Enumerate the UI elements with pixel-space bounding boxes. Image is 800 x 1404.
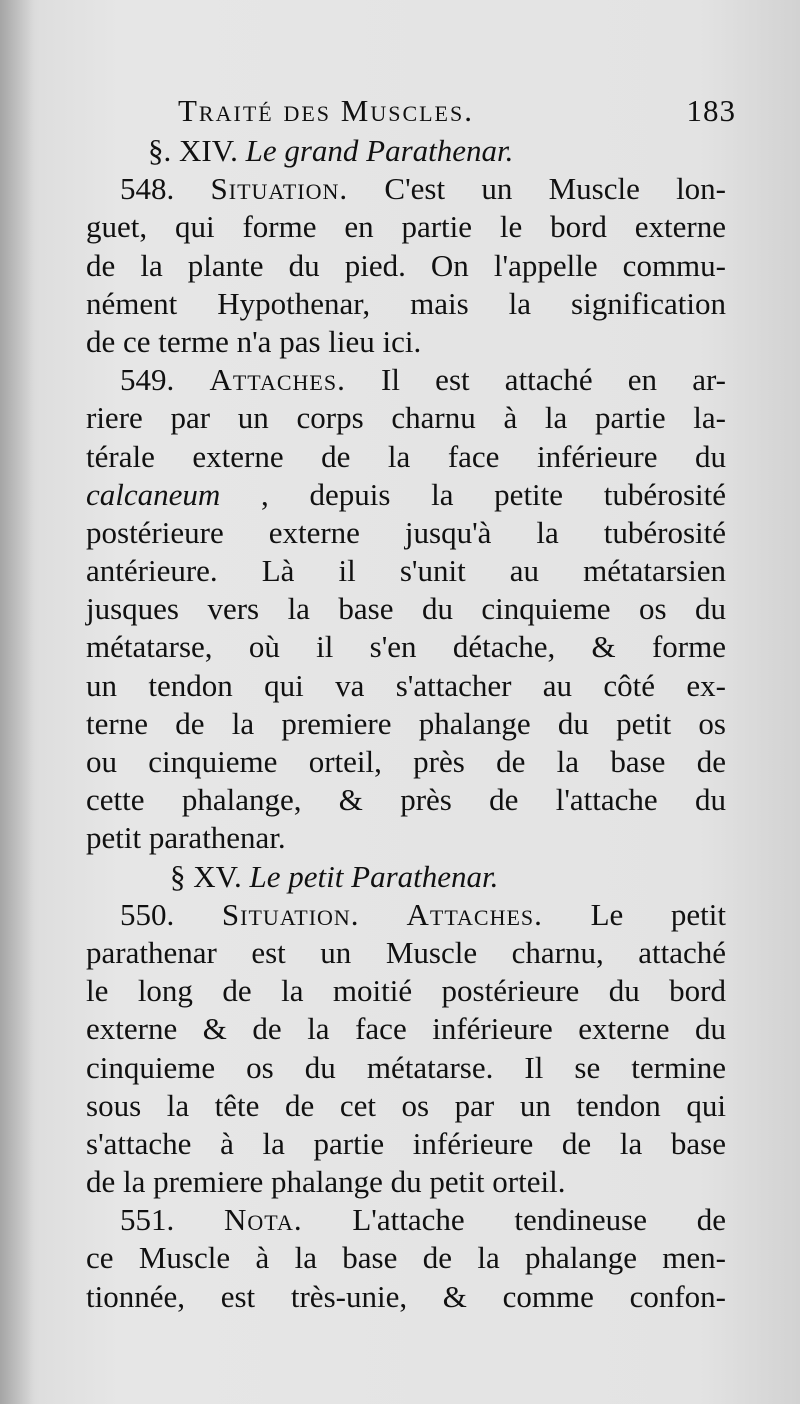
paragraph-549-line-1 (86, 361, 726, 399)
paragraph-549-line: jusques vers la base du cinquieme os du (86, 591, 726, 627)
paragraph-number: 548. (120, 171, 175, 207)
section-heading-xiv (86, 132, 726, 170)
section-heading-xv (86, 858, 726, 896)
paragraph-label: Situation. (210, 171, 349, 207)
paragraph-number: 551. (120, 1202, 175, 1238)
paragraph-label: Attaches. (209, 362, 346, 398)
paragraph-549-line: métatarse, où il s'en détache, & forme (86, 629, 726, 665)
page-number: 183 (686, 93, 736, 128)
paragraph-549-line: petit parathenar. (86, 820, 286, 856)
line-text: Il est attaché en ar- (381, 362, 727, 398)
latin-term: calcaneum (86, 476, 221, 512)
paragraph-549-line: cette phalange, & près de l'attache du (86, 782, 726, 818)
paragraph-549-line: postérieure externe jusqu'à la tubérosité (86, 514, 726, 550)
paragraph-550-line: sous la tête de cet os par un tendon qui (86, 1087, 726, 1123)
page-text (86, 92, 736, 1316)
paragraph-550-line-1 (86, 896, 726, 934)
paragraph-number: 550. (120, 896, 175, 932)
line-text: L'attache tendineuse de (352, 1202, 727, 1238)
paragraph-551-line: ce Muscle à la base de la phalange men- (86, 1240, 726, 1276)
section-title: Le petit Parathenar. (249, 858, 499, 894)
paragraph-550-line: le long de la moitié postérieure du bord (86, 973, 726, 1009)
line-text: Le petit (590, 896, 727, 932)
paragraph-label: Situation. Attaches. (221, 896, 543, 932)
paragraph-550-line: de la premiere phalange du petit orteil. (86, 1164, 566, 1200)
section-title: Le grand Parathenar. (245, 133, 514, 168)
paragraph-551-line: tionnée, est très-unie, & comme confon- (86, 1278, 726, 1314)
running-head (178, 92, 736, 132)
paragraph-550-line: parathenar est un Muscle charnu, attaché (86, 934, 726, 970)
paragraph-number: 549. (120, 362, 175, 398)
paragraph-551-line-1 (86, 1201, 726, 1239)
paragraph-549-line: térale externe de la face inférieure du (86, 438, 726, 474)
paragraph-548-line: de la plante du pied. On l'appelle commu- (86, 247, 726, 283)
paragraph-548-line: de ce terme n'a pas lieu ici. (86, 323, 422, 359)
paragraph-549-line: antérieure. Là il s'unit au métatarsien (86, 553, 726, 589)
line-text: , depuis la petite tubérosité (261, 476, 726, 512)
running-title: Traité des Muscles. (178, 93, 474, 128)
page-gutter-shadow (0, 0, 34, 1404)
line-text: C'est un Muscle lon- (384, 171, 727, 207)
paragraph-label: Nota. (224, 1202, 303, 1238)
paragraph-548-line: nément Hypothenar, mais la signification (86, 285, 726, 321)
paragraph-550-line: s'attache à la partie inférieure de la base (86, 1125, 726, 1161)
paragraph-550-line: cinquieme os du métatarse. Il se termine (86, 1049, 726, 1085)
paragraph-548-line-1 (86, 170, 726, 208)
paragraph-549-line: ou cinquieme orteil, près de la base de (86, 744, 726, 779)
paragraph-548-line: guet, qui forme en partie le bord externe (86, 209, 726, 245)
paragraph-549-line (86, 476, 726, 514)
paragraph-549-line: un tendon qui va s'attacher au côté ex- (86, 667, 726, 703)
section-mark: § XV. (170, 858, 242, 894)
paragraph-550-line: externe & de la face inférieure externe du (86, 1011, 726, 1047)
section-mark: §. XIV. (148, 133, 238, 168)
paragraph-549-line: terne de la premiere phalange du petit os (86, 705, 726, 741)
paragraph-549-line: riere par un corps charnu à la partie la- (86, 400, 726, 436)
